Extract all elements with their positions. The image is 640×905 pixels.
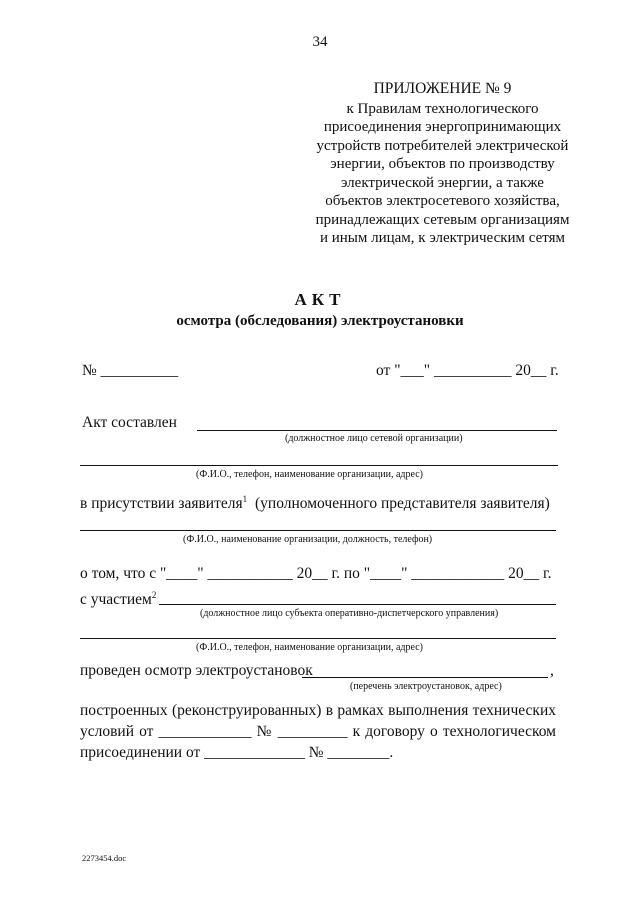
act-subtitle: осмотра (обследования) электроустановки xyxy=(176,313,464,329)
caption-dispatch: (должностное лицо субъекта оперативно-диспетчерского управления) xyxy=(200,608,499,619)
footer-filename: 2273454.doc xyxy=(82,853,127,863)
period-row: о том, что с "____" ___________ 20__ г. по "____" ____________ 20__ г. xyxy=(80,565,552,582)
fio-line-3 xyxy=(80,638,556,639)
presence-row xyxy=(80,495,550,513)
caption-fio-2: (Ф.И.О., наименование организации, должность, телефон) xyxy=(183,534,433,545)
caption-list: (перечень электроустановок, адрес) xyxy=(350,681,502,692)
presence-rest: (уполномоченного представителя заявителя) xyxy=(255,495,550,512)
participation-row xyxy=(80,591,156,609)
act-title: АКТ xyxy=(294,290,346,309)
caption-fio-1: (Ф.И.О., телефон, наименование организации, адрес) xyxy=(196,469,423,480)
appendix-line: принадлежащих сетевым организациям xyxy=(315,211,570,228)
footnote-2: 2 xyxy=(151,589,157,600)
inspection-label: проведен осмотр электроустановок xyxy=(80,662,313,679)
caption-official: (должностное лицо сетевой организации) xyxy=(285,433,463,444)
presence-text: в присутствии заявителя xyxy=(80,495,243,512)
appendix-block xyxy=(300,80,585,248)
participation-label: с участием xyxy=(80,591,152,608)
appendix-line: к Правилам технологического xyxy=(346,100,539,117)
appendix-line: объектов электросетевого хозяйства, xyxy=(325,193,560,209)
appendix-title: ПРИЛОЖЕНИЕ № 9 xyxy=(373,80,512,97)
dispatch-line xyxy=(159,604,556,605)
appendix-line: энергии, объектов по производству xyxy=(330,156,555,172)
caption-fio-3: (Ф.И.О., телефон, наименование организации, адрес) xyxy=(196,642,423,653)
inspection-end: , xyxy=(550,662,554,679)
official-line xyxy=(197,430,557,431)
act-date-field: от "___" __________ 20__ г. xyxy=(376,362,559,379)
act-number-field: № __________ xyxy=(82,362,179,379)
inspection-line xyxy=(302,677,548,678)
footnote-1: 1 xyxy=(242,493,248,504)
page-number: 34 xyxy=(312,34,328,50)
composed-label: Акт составлен xyxy=(82,414,177,431)
applicant-line xyxy=(80,530,556,531)
appendix-line: и иным лицам, к электрическим сетям xyxy=(319,230,566,246)
appendix-line: электрической энергии, а также xyxy=(341,174,544,191)
appendix-line: присоединения энергопринимающих xyxy=(323,119,562,135)
fio-line-1 xyxy=(80,465,558,466)
conditions-paragraph: построенных (реконструированных) в рамках выполнения технических условий от ____________ № _________ к договору о технологическом присоединении от _____________ № ________. xyxy=(80,702,556,761)
appendix-line: устройств потребителей электрической xyxy=(316,137,569,154)
